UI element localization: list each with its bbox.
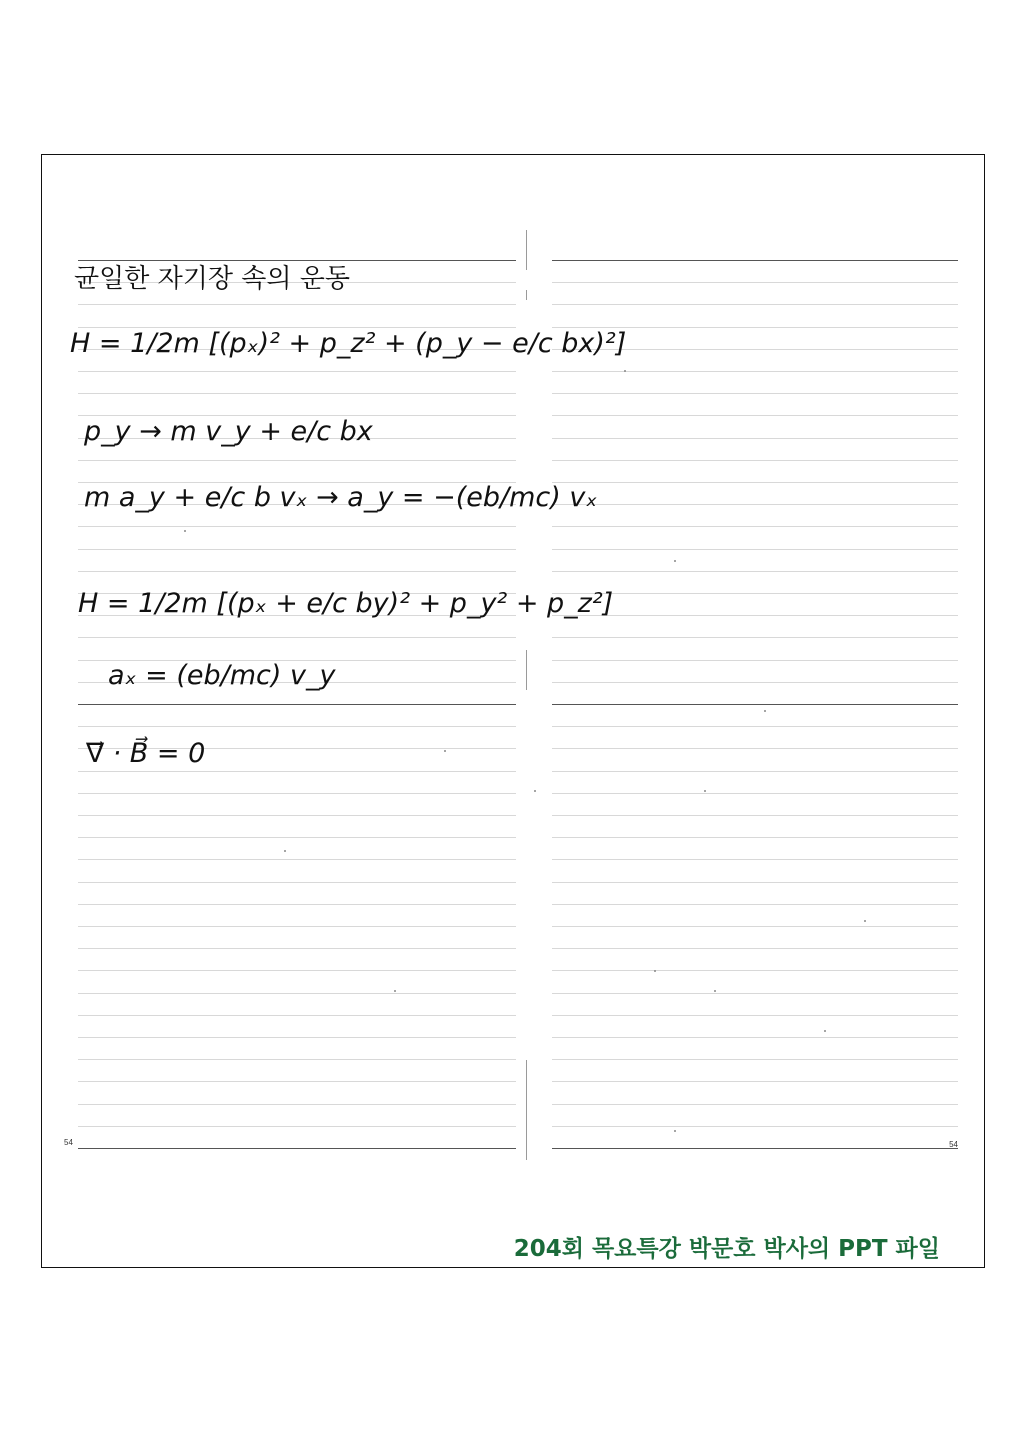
ruled-line — [78, 1126, 516, 1127]
ruled-line — [78, 1104, 516, 1105]
scan-speck — [704, 790, 706, 792]
ruled-line — [552, 1148, 958, 1149]
ruled-line — [552, 504, 958, 505]
note-heading: 균일한 자기장 속의 운동 — [74, 264, 350, 294]
ruled-line — [552, 526, 958, 527]
hamiltonian-equation-2: H = 1/2m [(pₓ + e/c by)² + p_y² + p_z²] — [78, 588, 614, 619]
ruled-line — [552, 438, 958, 439]
ruled-line — [78, 460, 516, 461]
ruled-line — [78, 970, 516, 971]
ruled-line — [552, 282, 958, 283]
ruled-line — [78, 704, 516, 705]
ruled-line — [78, 1037, 516, 1038]
ruled-line — [552, 482, 958, 483]
scan-speck — [674, 560, 676, 562]
ruled-line — [552, 1104, 958, 1105]
ruled-line — [552, 926, 958, 927]
ruled-line — [552, 748, 958, 749]
ruled-line — [552, 1126, 958, 1127]
ruled-line — [78, 1148, 516, 1149]
ruled-line — [78, 859, 516, 860]
left-page-number: 54 — [64, 1138, 73, 1147]
ruled-line — [78, 904, 516, 905]
ruled-line — [78, 793, 516, 794]
notebook-left-page — [64, 230, 516, 1162]
ruled-line — [78, 948, 516, 949]
ruled-line — [552, 904, 958, 905]
ruled-line — [552, 1059, 958, 1060]
ruled-line — [78, 371, 516, 372]
ruled-line — [552, 460, 958, 461]
ruled-line — [78, 549, 516, 550]
ruled-line — [78, 926, 516, 927]
ruled-line — [552, 993, 958, 994]
scan-speck — [764, 710, 766, 712]
ruled-line — [78, 815, 516, 816]
slide-frame — [41, 154, 985, 1268]
ruled-line — [78, 882, 516, 883]
momentum-relation: p_y → m v_y + e/c bx — [84, 416, 373, 447]
ruled-line — [552, 660, 958, 661]
ruled-line — [78, 837, 516, 838]
ruled-line — [552, 948, 958, 949]
scan-speck — [624, 370, 626, 372]
ruled-line — [78, 1015, 516, 1016]
ruled-line — [552, 682, 958, 683]
ruled-line — [552, 260, 958, 261]
scan-speck — [864, 920, 866, 922]
notebook-right-page — [538, 230, 958, 1162]
ruled-line — [552, 637, 958, 638]
ruled-line — [78, 1059, 516, 1060]
hamiltonian-equation-1: H = 1/2m [(pₓ)² + p_z² + (p_y − e/c bx)²] — [70, 328, 627, 359]
notebook-spread — [64, 230, 958, 1162]
ruled-line — [552, 549, 958, 550]
ruled-line — [78, 304, 516, 305]
ruled-line — [552, 1081, 958, 1082]
divergence-b-equation: ∇⃗ · B⃗ = 0 — [86, 738, 206, 769]
scan-speck — [654, 970, 656, 972]
ruled-line — [552, 771, 958, 772]
ruled-line — [78, 571, 516, 572]
ruled-line — [552, 415, 958, 416]
ruled-line — [78, 1081, 516, 1082]
ruled-line — [78, 771, 516, 772]
ruled-line — [552, 571, 958, 572]
notebook-spine — [516, 230, 538, 1162]
ruled-line — [78, 993, 516, 994]
ruled-line — [552, 304, 958, 305]
scan-speck — [714, 990, 716, 992]
ruled-line — [552, 704, 958, 705]
ruled-line — [552, 393, 958, 394]
scan-speck — [394, 990, 396, 992]
slide-caption: 204회 목요특강 박문호 박사의 PPT 파일 — [513, 1236, 940, 1262]
acceleration-x-equation: aₓ = (eb/mc) v_y — [108, 660, 336, 691]
scan-speck — [534, 790, 536, 792]
ruled-line — [552, 726, 958, 727]
scan-speck — [444, 750, 446, 752]
spine-mark — [526, 650, 527, 690]
scan-speck — [184, 530, 186, 532]
ruled-line — [552, 837, 958, 838]
ruled-line — [78, 526, 516, 527]
ruled-line — [552, 1037, 958, 1038]
scan-speck — [284, 850, 286, 852]
spine-mark — [526, 230, 527, 270]
ruled-line — [552, 970, 958, 971]
ruled-line — [552, 793, 958, 794]
right-page-number: 54 — [949, 1140, 958, 1149]
ruled-line — [552, 1015, 958, 1016]
ruled-line — [552, 371, 958, 372]
ruled-line — [78, 393, 516, 394]
ruled-line — [552, 815, 958, 816]
spine-mark — [526, 1060, 527, 1160]
ruled-line — [78, 637, 516, 638]
spine-mark — [526, 290, 527, 300]
ruled-line — [78, 726, 516, 727]
ruled-line — [552, 859, 958, 860]
scan-speck — [824, 1030, 826, 1032]
ruled-line — [552, 882, 958, 883]
acceleration-y-equation: m a_y + e/c b vₓ → a_y = −(eb/mc) vₓ — [84, 482, 598, 513]
scan-speck — [674, 1130, 676, 1132]
